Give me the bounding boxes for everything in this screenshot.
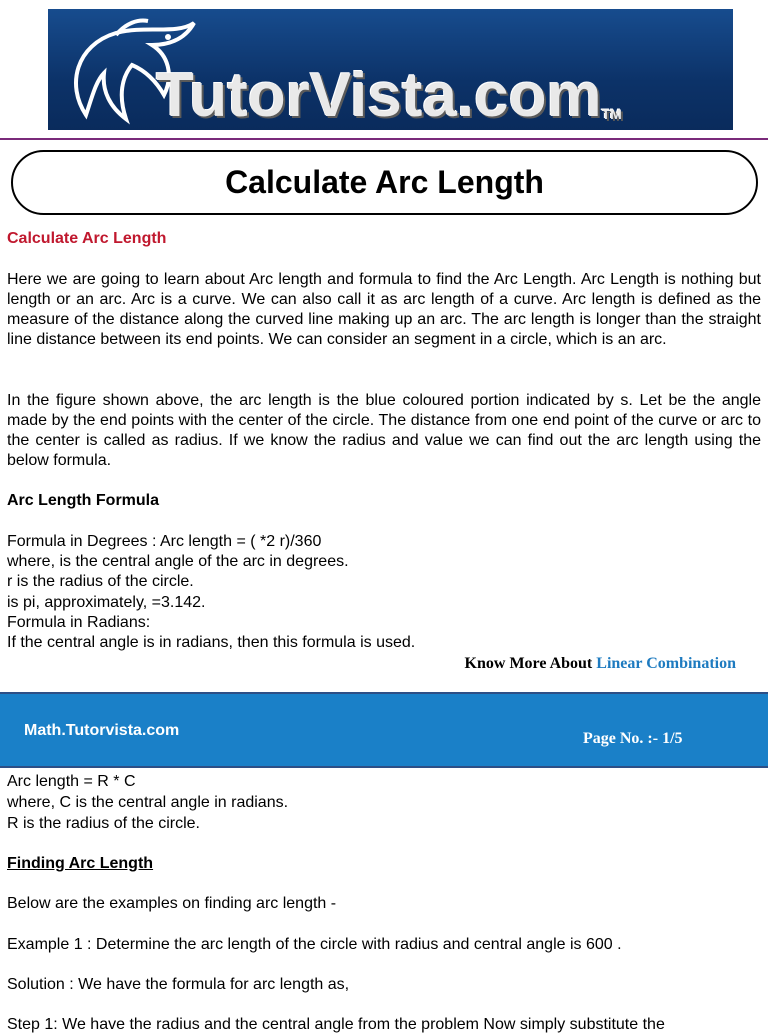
figure-paragraph: In the figure shown above, the arc length is the blue coloured portion indicated by s. Let be the angle made by the end points with the center of the circle. The distance from one end point of the curve or arc to the center is called as radius. If we know the radius and value we can find out the arc length using the below formula.: [7, 392, 761, 469]
logo-wordmark: TutorVista.com™: [156, 61, 622, 130]
page-title-box: [11, 150, 758, 215]
formula-line: Formula in Radians:: [7, 614, 151, 631]
know-more-line: [465, 655, 736, 673]
header-divider: [0, 138, 768, 140]
page-title: Calculate Arc Length: [225, 164, 544, 200]
trademark-mark: TM: [601, 106, 622, 122]
radian-formula-line: R is the radius of the circle.: [7, 815, 200, 832]
formula-line: r is the radius of the circle.: [7, 573, 194, 590]
examples-intro: Below are the examples on finding arc length -: [7, 895, 337, 912]
linear-combination-link[interactable]: Linear Combination: [596, 655, 736, 672]
formula-line: If the central angle is in radians, then this formula is used.: [7, 634, 416, 651]
footer-site[interactable]: Math.Tutorvista.com: [24, 722, 180, 739]
page-footer: [0, 692, 768, 768]
formula-heading: Arc Length Formula: [7, 492, 160, 509]
know-more-prefix: Know More About: [464, 655, 597, 672]
radian-formula-line: Arc length = R * C: [7, 773, 136, 790]
finding-heading: Finding Arc Length: [7, 855, 154, 872]
formula-line: where, is the central angle of the arc in degrees.: [7, 553, 349, 570]
example-1: Example 1 : Determine the arc length of the circle with radius and central angle is 600 .: [7, 936, 622, 953]
solution-text: Solution : We have the formula for arc length as,: [7, 976, 350, 993]
radian-formula-line: where, C is the central angle in radians.: [7, 794, 289, 811]
logo-banner: [48, 9, 733, 130]
intro-paragraph: Here we are going to learn about Arc length and formula to find the Arc Length. Arc Length is nothing but length or an arc. Arc is a curve. We can also call it as arc length of a curve. Arc length is defined as the measure of the distance along the curved line making up an arc. The arc length is longer than the straight line distance between its end points. We can consider an segment in a circle, which is an arc.: [7, 271, 761, 348]
section-heading: Calculate Arc Length: [7, 230, 167, 247]
page-number: Page No. :- 1/5: [583, 730, 683, 747]
step-1: Step 1: We have the radius and the central angle from the problem Now simply substitute the: [7, 1016, 665, 1033]
formula-line: is pi, approximately, =3.142.: [7, 594, 206, 611]
formula-line: Formula in Degrees : Arc length = ( *2 r)/360: [7, 533, 322, 550]
